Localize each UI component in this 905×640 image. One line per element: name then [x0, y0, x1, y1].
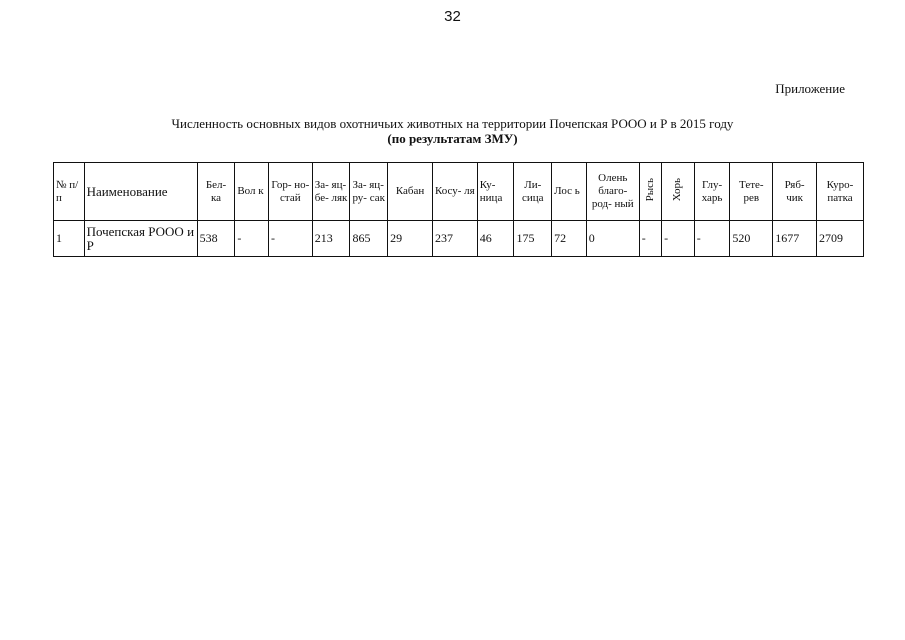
- header-kunica: Ку- ница: [477, 163, 514, 221]
- cell-gornostai: -: [268, 221, 312, 257]
- cell-num: 1: [54, 221, 85, 257]
- header-rys-text: Рысь: [643, 177, 656, 202]
- cell-belka: 538: [197, 221, 235, 257]
- header-rys: [639, 163, 661, 221]
- title-subtitle: (по результатам ЗМУ): [387, 131, 518, 146]
- appendix-label: Приложение: [775, 81, 845, 96]
- cell-kunica: 46: [477, 221, 514, 257]
- header-khor: [662, 163, 695, 221]
- header-khor-text: Хорь: [671, 177, 684, 202]
- header-volk: Вол к: [235, 163, 269, 221]
- header-los: Лос ь: [552, 163, 587, 221]
- cell-kosulya: 237: [432, 221, 477, 257]
- header-gornostai: Гор- но- стай: [268, 163, 312, 221]
- cell-lisica: 175: [514, 221, 552, 257]
- cell-ryabchik: 1677: [773, 221, 817, 257]
- cell-volk: -: [235, 221, 269, 257]
- cell-glukhar: -: [694, 221, 730, 257]
- header-ryabchik: Ряб- чик: [773, 163, 817, 221]
- cell-zayac-rusak: 865: [350, 221, 388, 257]
- table-row: [54, 221, 864, 257]
- header-num: № п/ п: [54, 163, 85, 221]
- page-number: 32: [444, 8, 461, 25]
- header-belka: Бел- ка: [197, 163, 235, 221]
- table-header-row: [54, 163, 864, 221]
- header-name: Наименование: [84, 163, 197, 221]
- header-teterev: Тете- рев: [730, 163, 773, 221]
- title-line: Численность основных видов охотничьих животных на территории Почепская РООО и Р в 2015 году: [171, 116, 734, 131]
- cell-olen: 0: [586, 221, 639, 257]
- cell-zayac-belyak: 213: [312, 221, 350, 257]
- header-kaban: Кабан: [388, 163, 433, 221]
- cell-khor: -: [662, 221, 695, 257]
- header-lisica: Ли- сица: [514, 163, 552, 221]
- header-glukhar: Глу- харь: [694, 163, 730, 221]
- header-zayac-belyak: За- яц- бе- ляк: [312, 163, 350, 221]
- cell-teterev: 520: [730, 221, 773, 257]
- header-kuropatka: Куро- патка: [816, 163, 863, 221]
- cell-los: 72: [552, 221, 587, 257]
- cell-kaban: 29: [388, 221, 433, 257]
- cell-rys: -: [639, 221, 661, 257]
- animals-table: [53, 162, 864, 257]
- cell-name: Почепская РООО и Р: [84, 221, 197, 257]
- header-zayac-rusak: За- яц- ру- сак: [350, 163, 388, 221]
- cell-kuropatka: 2709: [816, 221, 863, 257]
- document-title: [0, 116, 905, 146]
- header-olen: Олень благо- род- ный: [586, 163, 639, 221]
- header-kosulya: Косу- ля: [432, 163, 477, 221]
